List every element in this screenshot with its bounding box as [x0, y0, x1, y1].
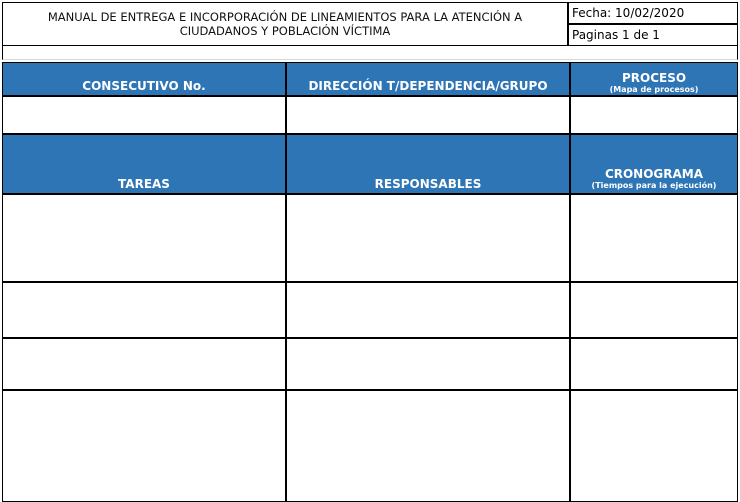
table-row-4-cronograma[interactable]: [570, 390, 738, 502]
header-consecutivo: [2, 62, 286, 96]
header-direccion-label: DIRECCIÓN T/DEPENDENCIA/GRUPO: [308, 79, 548, 93]
header-cronograma-sublabel: (Tiempos para la ejecución): [591, 181, 717, 190]
header-consecutivo-label: CONSECUTIVO No.: [82, 79, 206, 93]
table-row-2-responsables[interactable]: [286, 282, 570, 338]
document-title: [2, 2, 568, 46]
header-cronograma-label: CRONOGRAMA: [604, 167, 704, 181]
date-field: Fecha: 10/02/2020: [568, 2, 738, 24]
table-row-1-tareas[interactable]: [2, 194, 286, 282]
header-cronograma: [570, 134, 738, 194]
spacer-row: [2, 46, 738, 60]
cell-consecutivo[interactable]: [2, 96, 286, 134]
header-responsables: [286, 134, 570, 194]
header-proceso-label: PROCESO: [621, 71, 687, 85]
header-tareas-label: TAREAS: [118, 177, 170, 191]
table-row-4-responsables[interactable]: [286, 390, 570, 502]
table-row-3-cronograma[interactable]: [570, 338, 738, 390]
header-tareas: [2, 134, 286, 194]
table-row-1-responsables[interactable]: [286, 194, 570, 282]
document-title-text: MANUAL DE ENTREGA E INCORPORACIÓN DE LINEAMIENTOS PARA LA ATENCIÓN A CIUDADANOS Y POBLACIÓN VÍCTIMA: [47, 10, 523, 38]
pages-field: Paginas 1 de 1: [568, 24, 738, 46]
cell-proceso[interactable]: [570, 96, 738, 134]
header-responsables-label: RESPONSABLES: [374, 177, 482, 191]
table-row-4-tareas[interactable]: [2, 390, 286, 502]
cell-direccion[interactable]: [286, 96, 570, 134]
header-proceso: [570, 62, 738, 96]
table-row-2-cronograma[interactable]: [570, 282, 738, 338]
table-row-2-tareas[interactable]: [2, 282, 286, 338]
header-direccion: [286, 62, 570, 96]
table-row-3-tareas[interactable]: [2, 338, 286, 390]
table-row-3-responsables[interactable]: [286, 338, 570, 390]
header-proceso-sublabel: (Mapa de procesos): [609, 85, 699, 94]
table-row-1-cronograma[interactable]: [570, 194, 738, 282]
